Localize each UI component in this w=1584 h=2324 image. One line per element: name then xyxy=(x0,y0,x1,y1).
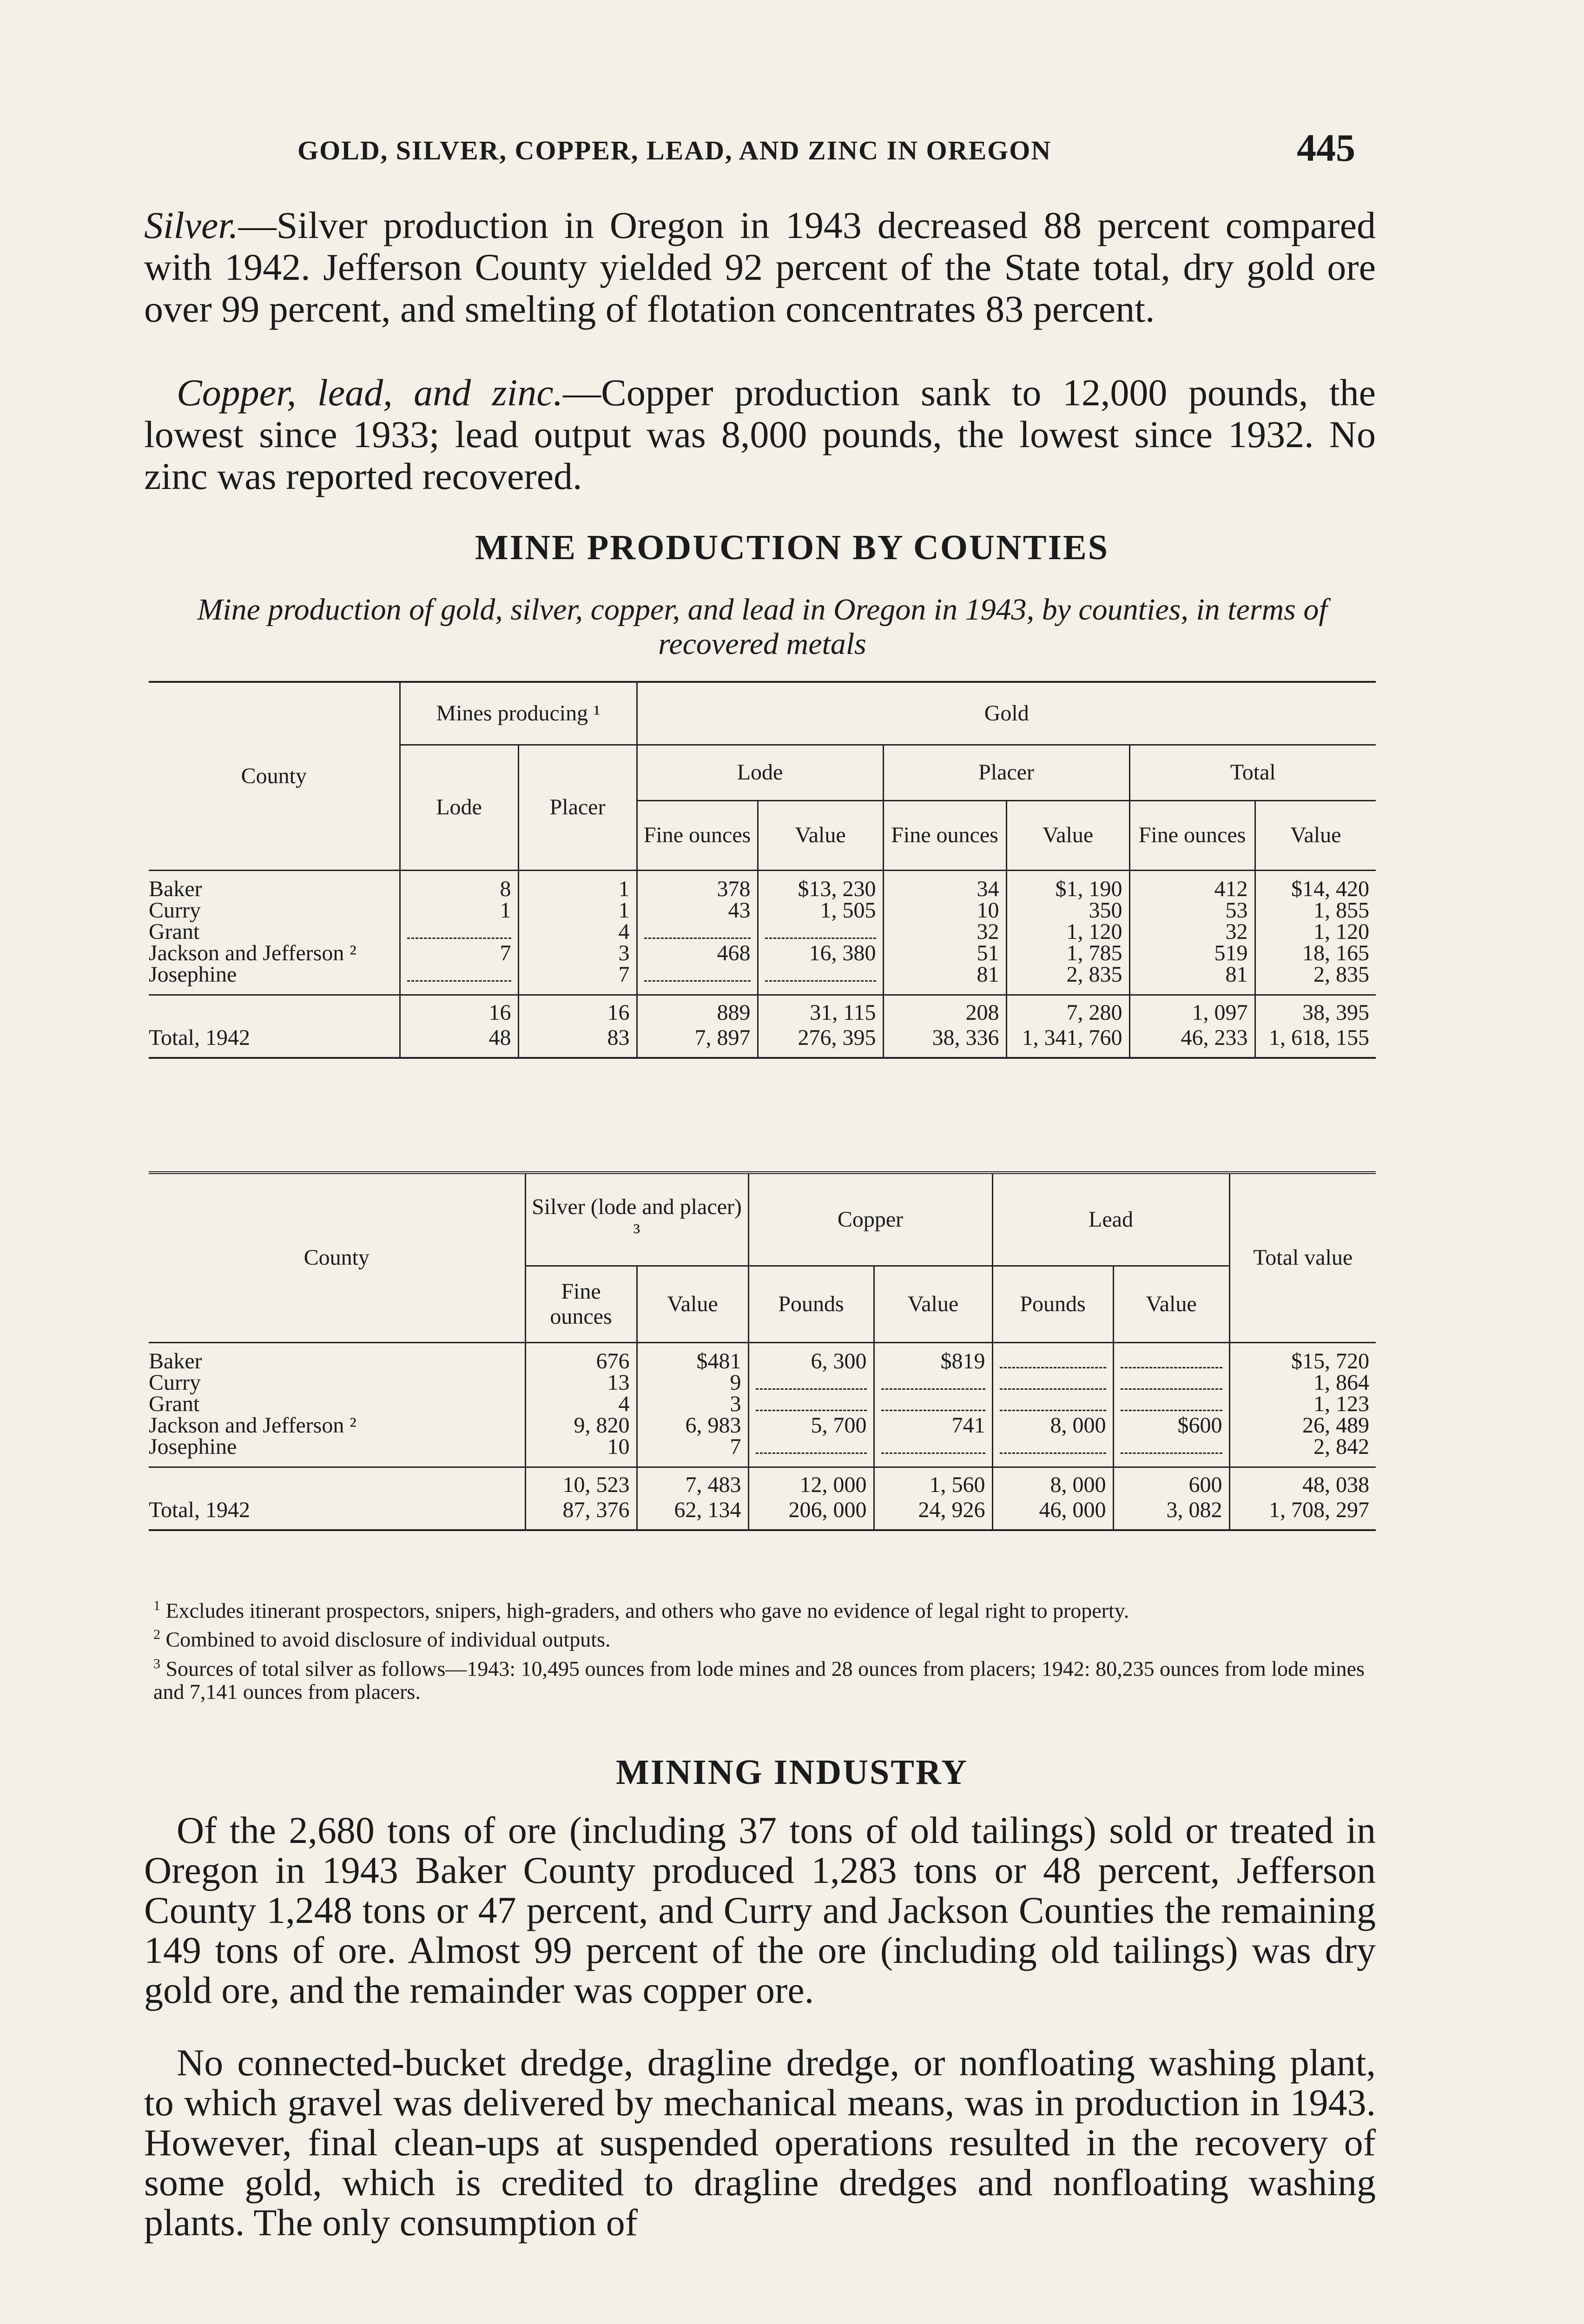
table-row: Jackson and Jefferson ² 9, 820 6, 983 5, 700 741 8, 000 $600 26, 489 xyxy=(149,1415,1376,1436)
header-gold: Gold xyxy=(637,682,1376,745)
header-total-oz: Fine ounces xyxy=(1129,800,1255,870)
silver-paragraph xyxy=(144,205,1376,330)
mining-paragraph-1: Of the 2,680 tons of ore (including 37 tons of old tailings) sold or treated in Oregon in 1943 Baker County produced 1,283 tons or 48 percent, Jefferson County 1,248 tons or 47 percent, and Curry and Jackson Counties the remaining 149 tons of ore. Almost 99 percent of the ore (including old tailings) was dry gold ore, and the remainder was copper ore. xyxy=(144,1809,1376,2011)
table-row: Curry 1 1 43 1, 505 10 350 53 1, 855 xyxy=(149,900,1376,921)
header-lead: Lead xyxy=(992,1173,1229,1266)
silver-lead: Silver. xyxy=(144,204,238,246)
section-heading-mining-industry: MINING INDUSTRY xyxy=(615,1753,969,1792)
table-row: Josephine 7 81 2, 835 81 2, 835 xyxy=(149,964,1376,985)
table-row: Baker 676 $481 6, 300 $819 $15, 720 xyxy=(149,1351,1376,1372)
copper-text: —Copper production sank to 12,000 pounds, the lowest since 1933; lead output was 8,000 pounds, the lowest since 1932. No zinc was reported recovered. xyxy=(144,371,1376,497)
copper-lead: Copper, lead, and zinc. xyxy=(177,371,563,414)
gold-table xyxy=(149,681,1376,1059)
table-row: Josephine 10 7 2, 842 xyxy=(149,1436,1376,1458)
page-number: 445 xyxy=(1297,126,1355,170)
header-gold-lode: Lode xyxy=(637,745,883,800)
footnote-1: $^1$ Excludes itinerant prospectors, snipers, high-graders, and others who gave no evidence of legal right to property. xyxy=(153,1598,1129,1623)
header-silver-oz: Fine ounces xyxy=(525,1266,637,1342)
header-lead-pounds: Pounds xyxy=(992,1266,1113,1342)
footnotes xyxy=(153,1594,1376,1704)
mining-paragraph-2: No connected-bucket dredge, dragline dredge, or nonfloating washing plant, to which gravel was delivered by mechanical means, was in production in 1943. However, final clean-ups at suspended operations resulted in the recovery of some gold, which is credited to dragline dredges and nonfloating washing plants. The only consumption of xyxy=(144,2041,1376,2244)
table-row: Curry 13 9 1, 864 xyxy=(149,1372,1376,1393)
gold-table-body xyxy=(149,870,1376,995)
header-lode-oz: Fine ounces xyxy=(637,800,758,870)
header-copper-pounds: Pounds xyxy=(748,1266,874,1342)
header-county: County xyxy=(149,682,400,870)
header-copper-value: Value xyxy=(874,1266,992,1342)
table-caption: Mine production of gold, silver, copper, and lead in Oregon in 1943, by counties, in terms of recovered metals xyxy=(197,593,1327,661)
table-row: Jackson and Jefferson ² 7 3 468 16, 380 51 1, 785 519 18, 165 xyxy=(149,943,1376,964)
silver-copper-lead-table xyxy=(149,1171,1376,1531)
header-mines-lode: Lode xyxy=(400,745,518,870)
header-copper: Copper xyxy=(748,1173,992,1266)
section-heading-mine-production: MINE PRODUCTION BY COUNTIES xyxy=(475,528,1109,567)
header-total-value-2: Total value xyxy=(1229,1173,1376,1342)
header-gold-total: Total xyxy=(1129,745,1376,800)
header-silver-value: Value xyxy=(637,1266,748,1342)
table-row: Total, 1942 87, 376 62, 134 206, 000 24, 926 46, 000 3, 082 1, 708, 297 xyxy=(149,1498,1376,1530)
silver-table-body xyxy=(149,1342,1376,1467)
gold-table-totals xyxy=(149,995,1376,1058)
header-lead-value: Value xyxy=(1113,1266,1229,1342)
header-gold-placer: Placer xyxy=(883,745,1129,800)
header-placer-value: Value xyxy=(1006,800,1129,870)
footnote-2: $^2$ Combined to avoid disclosure of individual outputs. xyxy=(153,1627,611,1651)
footnote-3: $^3$ Sources of total silver as follows—1943: 10,495 ounces from lode mines and 28 ounces from placers; 1942: 80,235 ounces from lode mines and 7,141 ounces from placers. xyxy=(153,1656,1365,1703)
header-silver: Silver (lode and placer) ³ xyxy=(525,1173,748,1266)
running-title: GOLD, SILVER, COPPER, LEAD, AND ZINC IN OREGON xyxy=(297,135,1052,165)
table-row: 16 16 889 31, 115 208 7, 280 1, 097 38, 395 xyxy=(149,995,1376,1025)
table-row: Total, 1942 48 83 7, 897 276, 395 38, 336 1, 341, 760 46, 233 1, 618, 155 xyxy=(149,1025,1376,1058)
copper-paragraph xyxy=(144,372,1376,497)
header-placer-oz: Fine ounces xyxy=(883,800,1006,870)
header-mines-placer: Placer xyxy=(518,745,637,870)
silver-text: —Silver production in Oregon in 1943 decreased 88 percent compared with 1942. Jefferson County yielded 92 percent of the State total, dry gold ore over 99 percent, and smelting of flotation concentrates 83 percent. xyxy=(144,204,1376,330)
table-row: Grant 4 3 1, 123 xyxy=(149,1393,1376,1415)
header-lode-value: Value xyxy=(758,800,883,870)
header-mines-producing: Mines producing ¹ xyxy=(400,682,637,745)
table-row: Grant 4 32 1, 120 32 1, 120 xyxy=(149,921,1376,943)
table-row: 10, 523 7, 483 12, 000 1, 560 8, 000 600 48, 038 xyxy=(149,1467,1376,1498)
header-county-2: County xyxy=(149,1173,525,1342)
table-row: Baker 8 1 378 $13, 230 34 $1, 190 412 $14, 420 xyxy=(149,878,1376,900)
silver-table-totals xyxy=(149,1467,1376,1530)
header-total-value: Value xyxy=(1255,800,1376,870)
